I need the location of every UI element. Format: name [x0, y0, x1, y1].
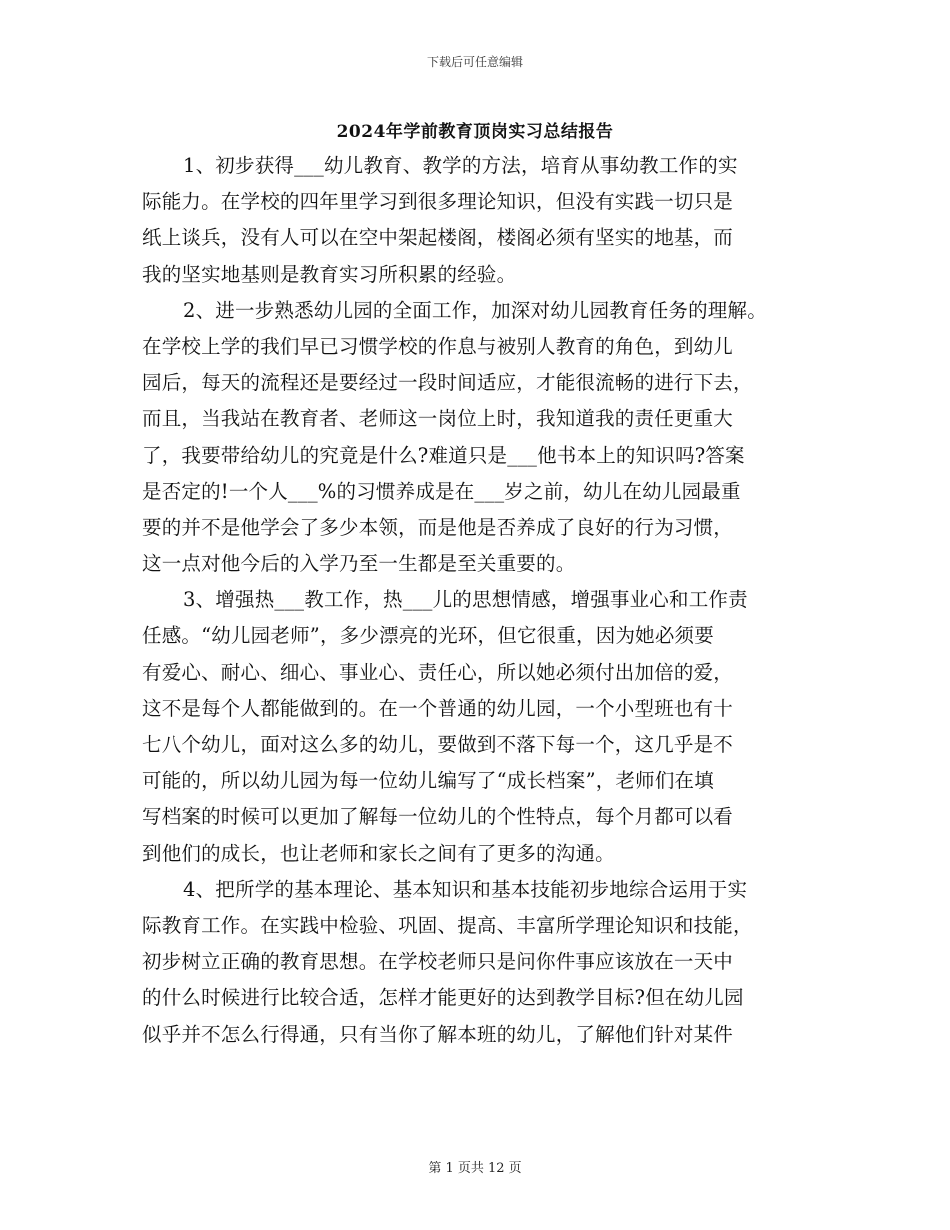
text-line: 际教育工作。在实践中检验、巩固、提高、丰富所学理论知识和技能， — [142, 913, 753, 937]
text-line: 纸上谈兵，没有人可以在空中架起楼阁，楼阁必须有坚实的地基，而 — [142, 226, 734, 250]
text-line: 4、把所学的基本理论、基本知识和基本技能初步地综合运用于实 — [183, 877, 748, 901]
text-line: 在学校上学的我们早已习惯学校的作息与被别人教育的角色，到幼儿 — [142, 334, 734, 358]
text-line: 任感。“幼儿园老师”，多少漂亮的光环，但它很重，因为她必须要 — [142, 624, 714, 648]
text-line: 要的并不是他学会了多少本领，而是他是否养成了良好的行为习惯， — [142, 515, 734, 539]
document-body — [142, 148, 822, 1053]
text-line: 2、进一步熟悉幼儿园的全面工作，加深对幼儿园教育任务的理解。 — [183, 298, 767, 322]
text-line: 3、增强热___教工作，热___儿的思想情感，增强事业心和工作责 — [183, 588, 748, 612]
text-line: 似乎并不怎么行得通，只有当你了解本班的幼儿，了解他们针对某件 — [142, 1022, 734, 1046]
text-line: 到他们的成长，也让老师和家长之间有了更多的沟通。 — [142, 841, 615, 865]
page-footer: 第 1 页共 12 页 — [428, 1161, 522, 1176]
text-line: 这不是每个人都能做到的。在一个普通的幼儿园，一个小型班也有十 — [142, 696, 734, 720]
text-line: 七八个幼儿，面对这么多的幼儿，要做到不落下每一个，这几乎是不 — [142, 733, 734, 756]
text-line: 有爱心、耐心、细心、事业心、责任心，所以她必须付出加倍的爱， — [142, 660, 734, 684]
text-line: 的什么时候进行比较合适，怎样才能更好的达到教学目标?但在幼儿园 — [142, 986, 744, 1010]
text-line: 际能力。在学校的四年里学习到很多理论知识，但没有实践一切只是 — [142, 190, 734, 214]
text-line: 1、初步获得___幼儿教育、教学的方法，培育从事幼教工作的实 — [183, 154, 738, 177]
text-line: 这一点对他今后的入学乃至一生都是至关重要的。 — [142, 552, 576, 576]
text-line: 而且，当我站在教育者、老师这一岗位上时，我知道我的责任更重大 — [142, 407, 734, 431]
header-note: 下载后可任意编辑 — [426, 55, 523, 69]
text-line: 初步树立正确的教育思想。在学校老师只是问你件事应该放在一天中 — [142, 950, 734, 974]
text-line: 我的坚实地基则是教育实习所积累的经验。 — [142, 262, 517, 286]
text-line: 了，我要带给幼儿的究竟是什么?难道只是___他书本上的知识吗?答案 — [142, 443, 745, 467]
text-line: 是否定的!一个人___%的习惯养成是在___岁之前，幼儿在幼儿园最重 — [142, 479, 741, 503]
text-line: 园后，每天的流程还是要经过一段时间适应，才能很流畅的进行下去， — [142, 371, 753, 395]
text-line: 可能的，所以幼儿园为每一位幼儿编写了“成长档案”，老师们在填 — [142, 769, 714, 793]
text-line: 写档案的时候可以更加了解每一位幼儿的个性特点，每个月都可以看 — [142, 805, 734, 829]
document-title: 2024年学前教育顶岗实习总结报告 — [336, 122, 614, 142]
